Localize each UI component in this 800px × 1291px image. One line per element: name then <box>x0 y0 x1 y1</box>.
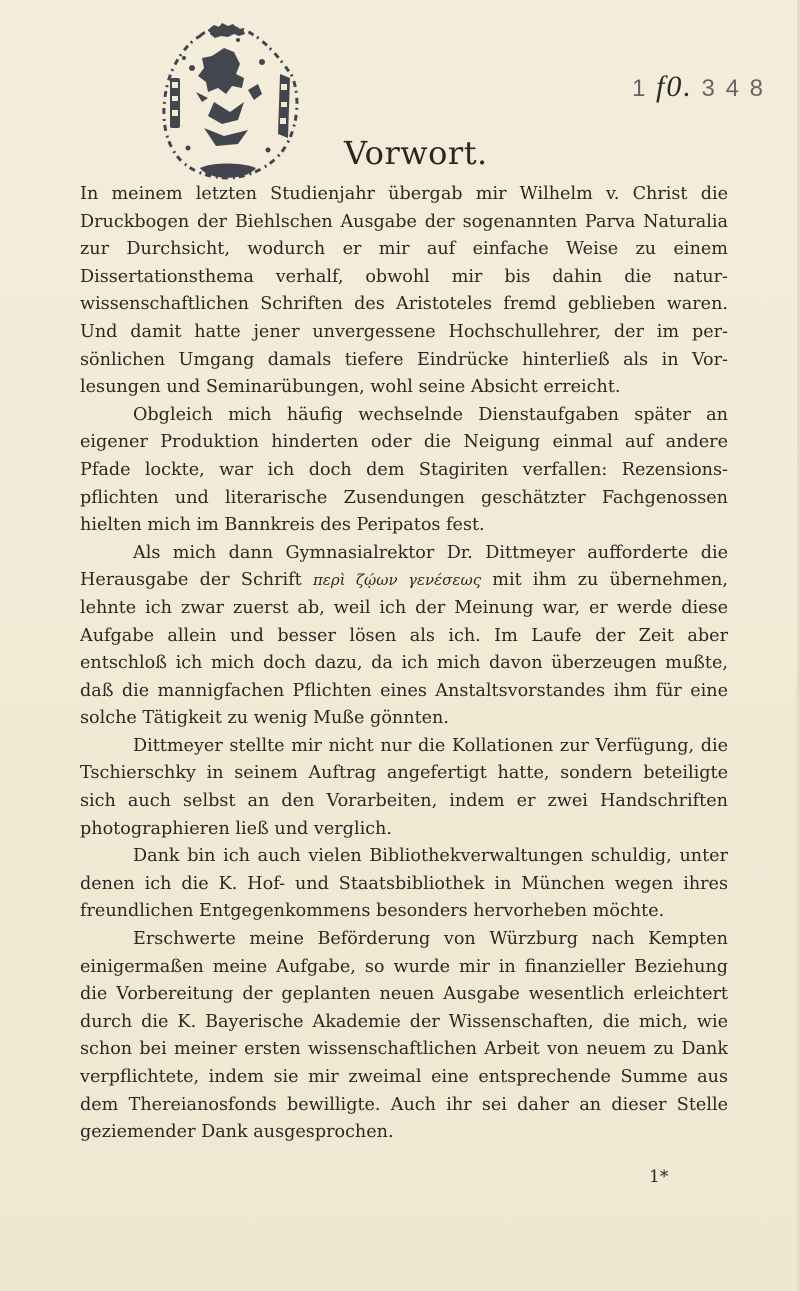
paragraph-text: Als mich dann Gymnasialrektor Dr. Dittmeyer aufforderte die Herausgabe der Schrift <box>80 542 728 591</box>
shelfmark-number: 3 4 8 <box>701 75 765 102</box>
page-title: Vorwort. <box>344 134 488 172</box>
page-number: 1* <box>649 1167 669 1187</box>
paragraph <box>80 402 728 540</box>
paragraph <box>80 733 728 843</box>
shelfmark-handwritten: f0. <box>656 70 693 103</box>
body-text <box>80 181 728 1147</box>
paragraph-text: Dank bin ich auch vielen Bibliothekverwaltungen schuldig, unter denen ich die K. Hof- und Staatsbibliothek in München wegen ihres freundlichen Entgegenkommens besonders hervorheben möchte. <box>80 846 728 922</box>
shelfmark <box>632 70 765 104</box>
paragraph-text: Dittmeyer stellte mir nicht nur die Kollationen zur Verfügung, die Tschierschky in seinem Auftrag angefertigt hatte, sondern beteiligte sich auch selbst an den Vorarbeiten, indem er zwei Handschriften photographieren ließ und verglich. <box>80 735 728 839</box>
paragraph <box>80 181 728 402</box>
paragraph <box>80 843 728 926</box>
paragraph <box>80 926 728 1147</box>
shelfmark-prefix: 1 <box>632 75 648 102</box>
paragraph-text: Obgleich mich häufig wechselnde Dienstaufgaben später an eigener Produktion hinderten oder die Neigung einmal auf andere Pfade lockte, war ich doch dem Stagiriten verfallen: Rezensionspflichten und literarische Zusendungen geschätzter Fachgenossen hielten mich im Bannkreis des Peripatos fest. <box>80 404 728 536</box>
library-stamp-icon <box>152 18 302 188</box>
paragraph-text-continued: mit ihm zu übernehmen, lehnte ich zwar zuerst ab, weil ich der Meinung war, er werde diese Aufgabe allein und besser lösen als ich. Im Laufe der Zeit aber entschloß ich mich doch dazu, da ich mich davon überzeugen mußte, daß die mannigfachen Pflichten eines Anstaltsvorstandes ihm für eine solche Tätigkeit zu wenig Muße gönnten. <box>80 570 728 729</box>
paragraph-text: Erschwerte meine Beförderung von Würzburg nach Kempten einigermaßen meine Aufgabe, so wurde mir in finanzieller Beziehung die Vorbereitung der geplanten neuen Ausgabe wesentlich erleichtert durch die K. Bayerische Akademie der Wissenschaften, die mich, wie schon bei meiner ersten wissenschaftlichen Arbeit von neuem zu Dank verpflichtete, indem sie mir zweimal eine entsprechende Summe aus dem Thereianosfonds bewilligte. Auch ihr sei daher an dieser Stelle geziemender Dank ausgesprochen. <box>80 929 728 1143</box>
paragraph-text: In meinem letzten Studienjahr übergab mir Wilhelm v. Christ die Druckbogen der Biehlschen Ausgabe der sogenannten Parva Naturalia zur Durchsicht, wodurch er mir auf einfache Weise zu einem Dissertationsthema verhalf, obwohl mir bis dahin die naturwissenschaftlichen Schriften des Aristoteles fremd geblieben waren. Und damit hatte jener unvergessene Hochschullehrer, der im persönlichen Umgang damals tiefere Eindrücke hinterließ als in Vorlesungen und Seminarübungen, wohl seine Absicht erreicht. <box>80 184 728 398</box>
greek-title: περὶ ζῴων γενέσεως <box>312 571 482 590</box>
paragraph <box>80 540 728 733</box>
